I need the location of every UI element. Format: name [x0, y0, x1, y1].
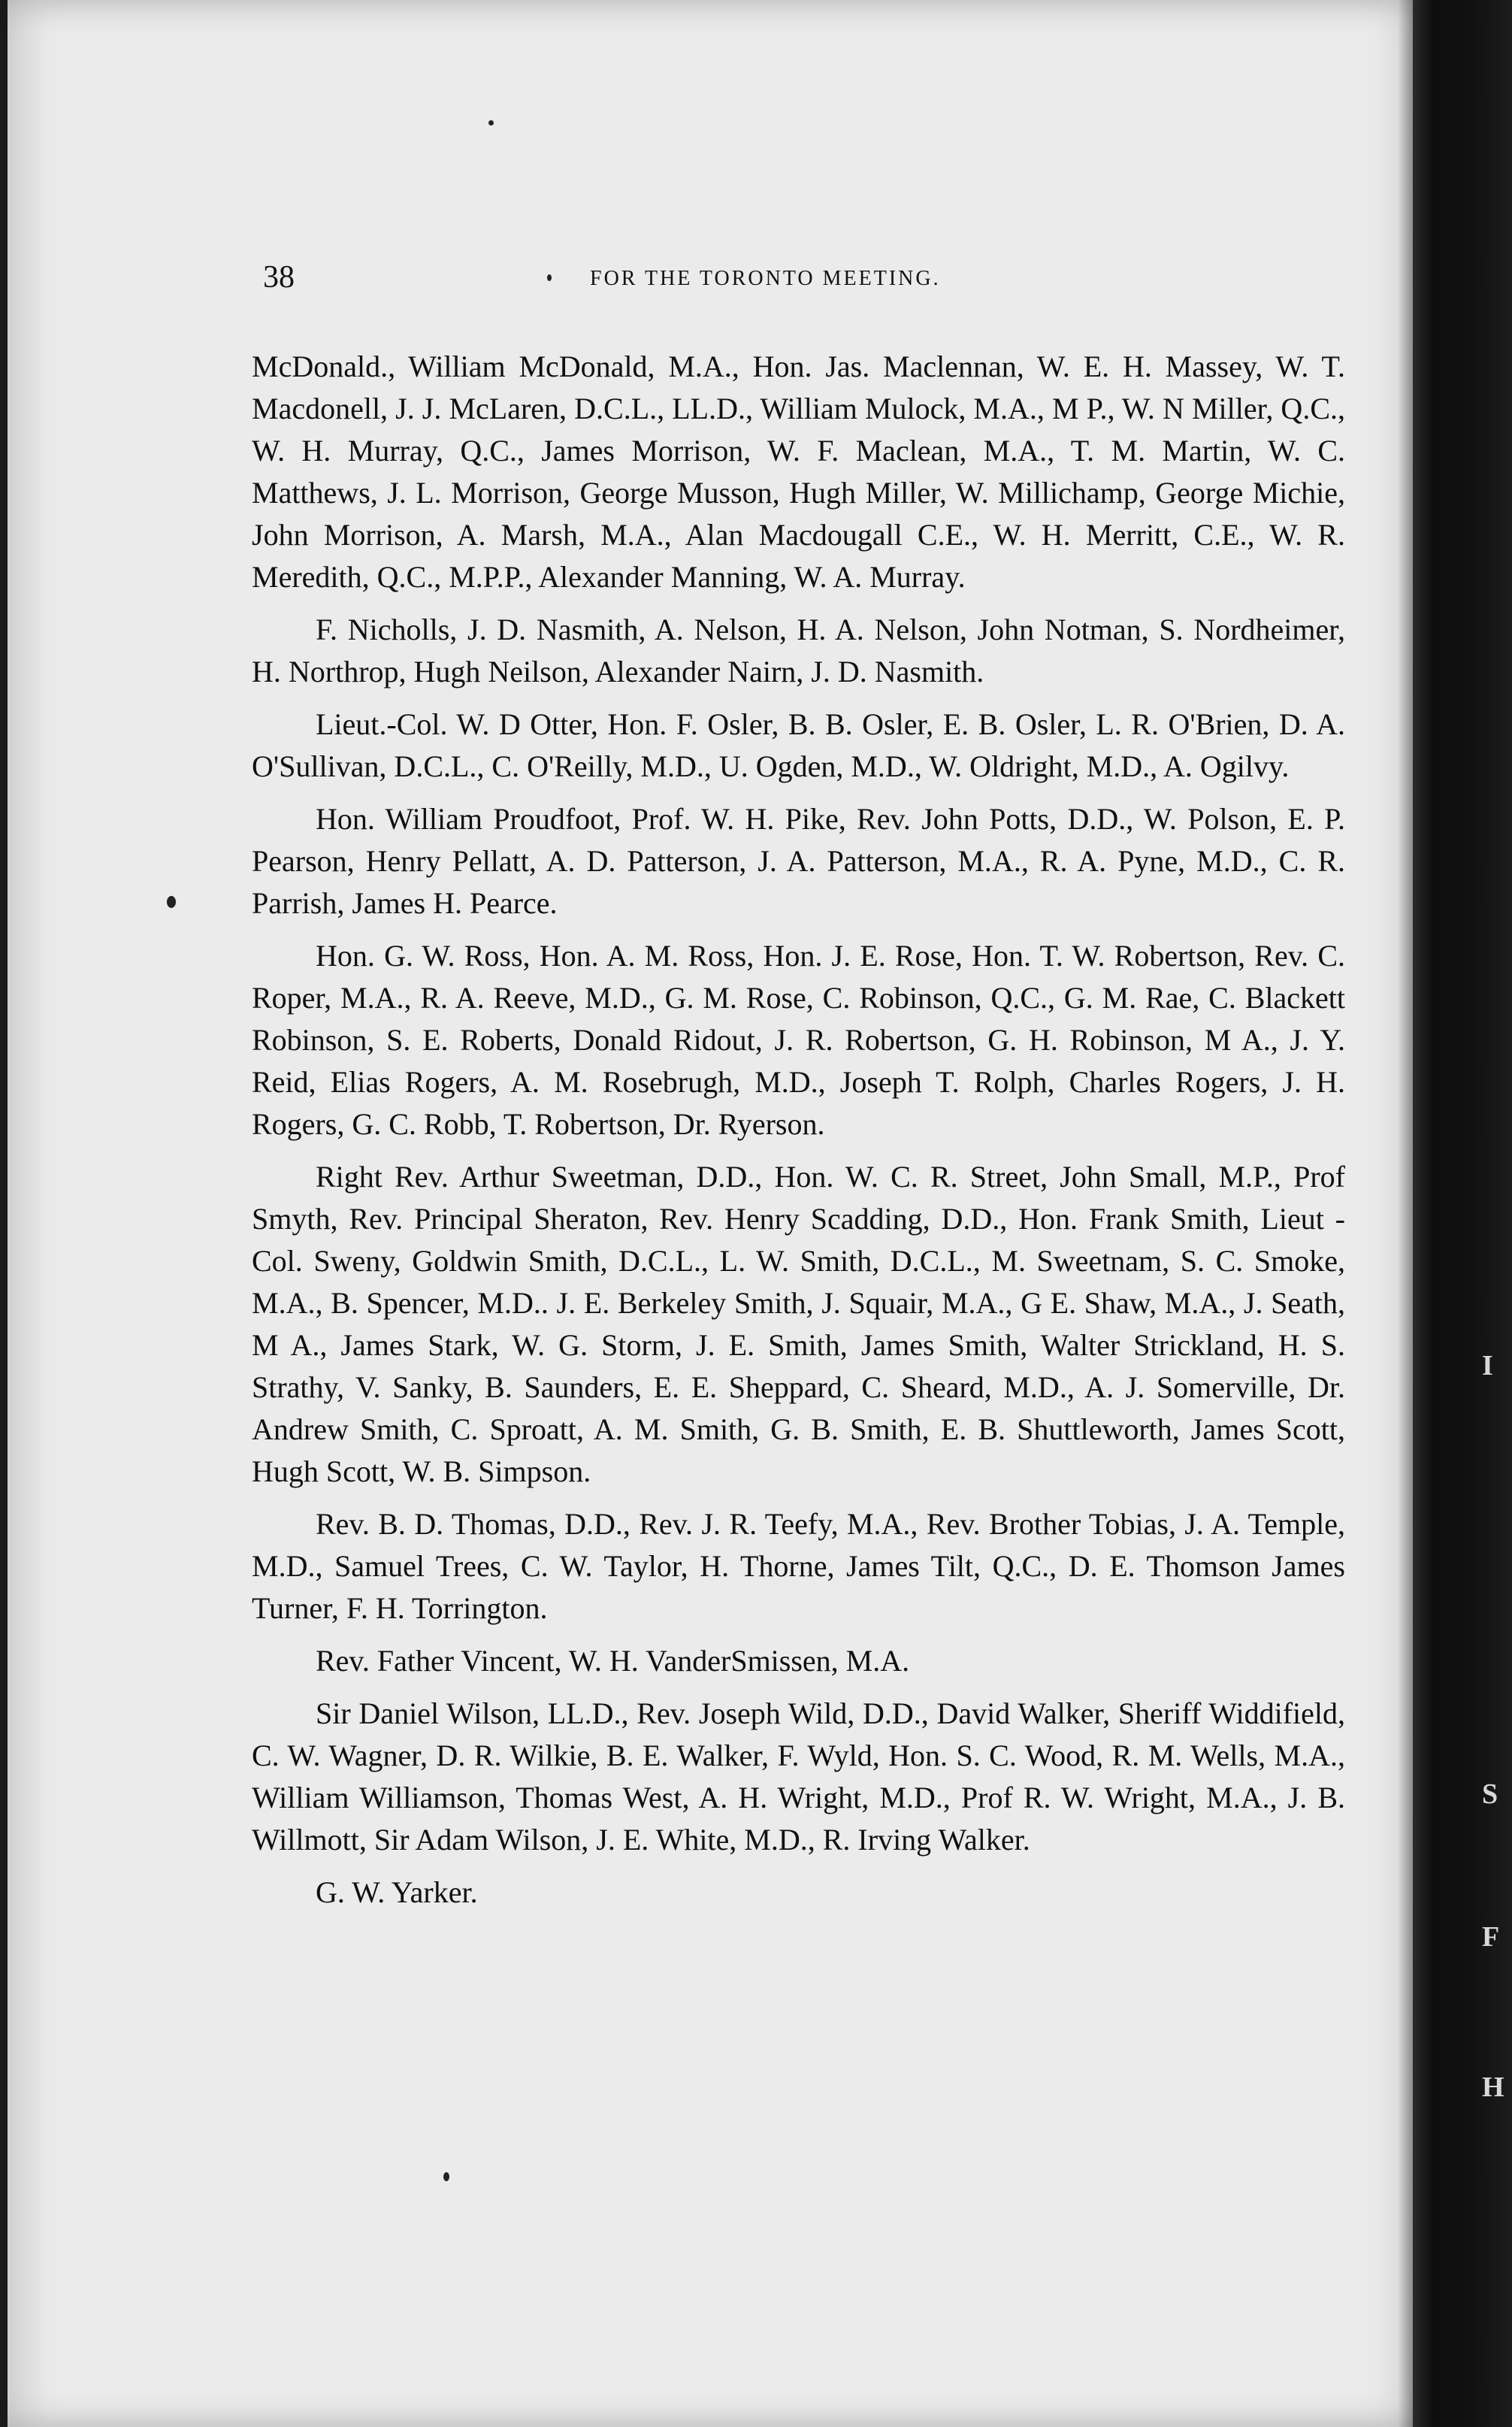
ink-speck: [547, 274, 552, 281]
running-head-title: FOR THE TORONTO MEETING.: [590, 267, 941, 290]
adjacent-page-letter: S: [1482, 1778, 1498, 1810]
adjacent-page-letter: H: [1482, 2071, 1504, 2103]
member-list: [252, 346, 1345, 1924]
book-gutter: [1413, 0, 1512, 2427]
running-head: [8, 259, 1428, 304]
paragraph-v: Rev. Father Vincent, W. H. VanderSmissen, M.A.: [316, 1644, 910, 1678]
paragraph-m: McDonald., William McDonald, M.A., Hon. Jas. Maclennan, W. E. H. Massey, W. T. Macdonell, J. J. McLaren, D.C.L., LL.D., William Mulock, M.A., M P., W. N Miller, Q.C., W. H. Murray, Q.C., James Morrison, W. F. Maclean, M.A., T. M. Martin, W. C. Matthews, J. L. Morrison, George Musson, Hugh Miller, W. Millichamp, George Michie, John Morrison, A. Marsh, M.A., Alan Macdougall C.E., W. H. Merritt, C.E., W. R. Meredith, Q.C., M.P.P., Alexander Manning, W. A. Murray.: [252, 350, 1345, 594]
ink-speck: [443, 2172, 449, 2181]
paragraph-n: F. Nicholls, J. D. Nasmith, A. Nelson, H. A. Nelson, John Notman, S. Nordheimer, H. Northrop, Hugh Neilson, Alexander Nairn, J. D. Nasmith.: [252, 613, 1345, 688]
ink-speck: [488, 120, 494, 126]
paragraph-p: Hon. William Proudfoot, Prof. W. H. Pike, Rev. John Potts, D.D., W. Polson, E. P. Pearson, Henry Pellatt, A. D. Patterson, J. A. Patterson, M.A., R. A. Pyne, M.D., C. R. Parrish, James H. Pearce.: [252, 802, 1345, 920]
paragraph-w: Sir Daniel Wilson, LL.D., Rev. Joseph Wild, D.D., David Walker, Sheriff Widdifield, C. W. Wagner, D. R. Wilkie, B. E. Walker, F. Wyld, Hon. S. C. Wood, R. M. Wells, M.A., William Williamson, Thomas West, A. H. Wright, M.D., Prof R. W. Wright, M.A., J. B. Willmott, Sir Adam Wilson, J. E. White, M.D., R. Irving Walker.: [252, 1696, 1345, 1857]
paragraph-t: Rev. B. D. Thomas, D.D., Rev. J. R. Teefy, M.A., Rev. Brother Tobias, J. A. Temple, M.D., Samuel Trees, C. W. Taylor, H. Thorne, James Tilt, Q.C., D. E. Thomson James Turner, F. H. Torrington.: [252, 1507, 1345, 1625]
paragraph-s: Right Rev. Arthur Sweetman, D.D., Hon. W. C. R. Street, John Small, M.P., Prof Smyth, Rev. Principal Sheraton, Rev. Henry Scadding, D.D., Hon. Frank Smith, Lieut -Col. Sweny, Goldwin Smith, D.C.L., L. W. Smith, D.C.L., M. Sweetnam, S. C. Smoke, M.A., B. Spencer, M.D.. J. E. Berkeley Smith, J. Squair, M.A., G E. Shaw, M.A., J. Seath, M A., James Stark, W. G. Storm, J. E. Smith, James Smith, Walter Strickland, H. S. Strathy, V. Sanky, B. Saunders, E. E. Sheppard, C. Sheard, M.D., A. J. Somerville, Dr. Andrew Smith, C. Sproatt, A. M. Smith, G. B. Smith, E. B. Shuttleworth, James Scott, Hugh Scott, W. B. Simpson.: [252, 1160, 1345, 1488]
page-crease-shadow: [1398, 0, 1414, 2427]
page-number: 38: [263, 260, 295, 295]
paragraph-o: Lieut.-Col. W. D Otter, Hon. F. Osler, B. B. Osler, E. B. Osler, L. R. O'Brien, D. A. O'Sullivan, D.C.L., C. O'Reilly, M.D., U. Ogden, M.D., W. Oldright, M.D., A. Ogilvy.: [252, 707, 1345, 783]
adjacent-page-letter: F: [1482, 1921, 1500, 1953]
paragraph-y: G. W. Yarker.: [316, 1875, 478, 1909]
adjacent-page-letter: I: [1482, 1350, 1493, 1381]
book-page: [8, 0, 1428, 2427]
paragraph-r: Hon. G. W. Ross, Hon. A. M. Ross, Hon. J. E. Rose, Hon. T. W. Robertson, Rev. C. Roper, M.A., R. A. Reeve, M.D., G. M. Rose, C. Robinson, Q.C., G. M. Rae, C. Blackett Robinson, S. E. Roberts, Donald Ridout, J. R. Robertson, G. H. Robinson, M A., J. Y. Reid, Elias Rogers, A. M. Rosebrugh, M.D., Joseph T. Rolph, Charles Rogers, J. H. Rogers, G. C. Robb, T. Robertson, Dr. Ryerson.: [252, 939, 1345, 1141]
ink-speck: [167, 896, 176, 908]
